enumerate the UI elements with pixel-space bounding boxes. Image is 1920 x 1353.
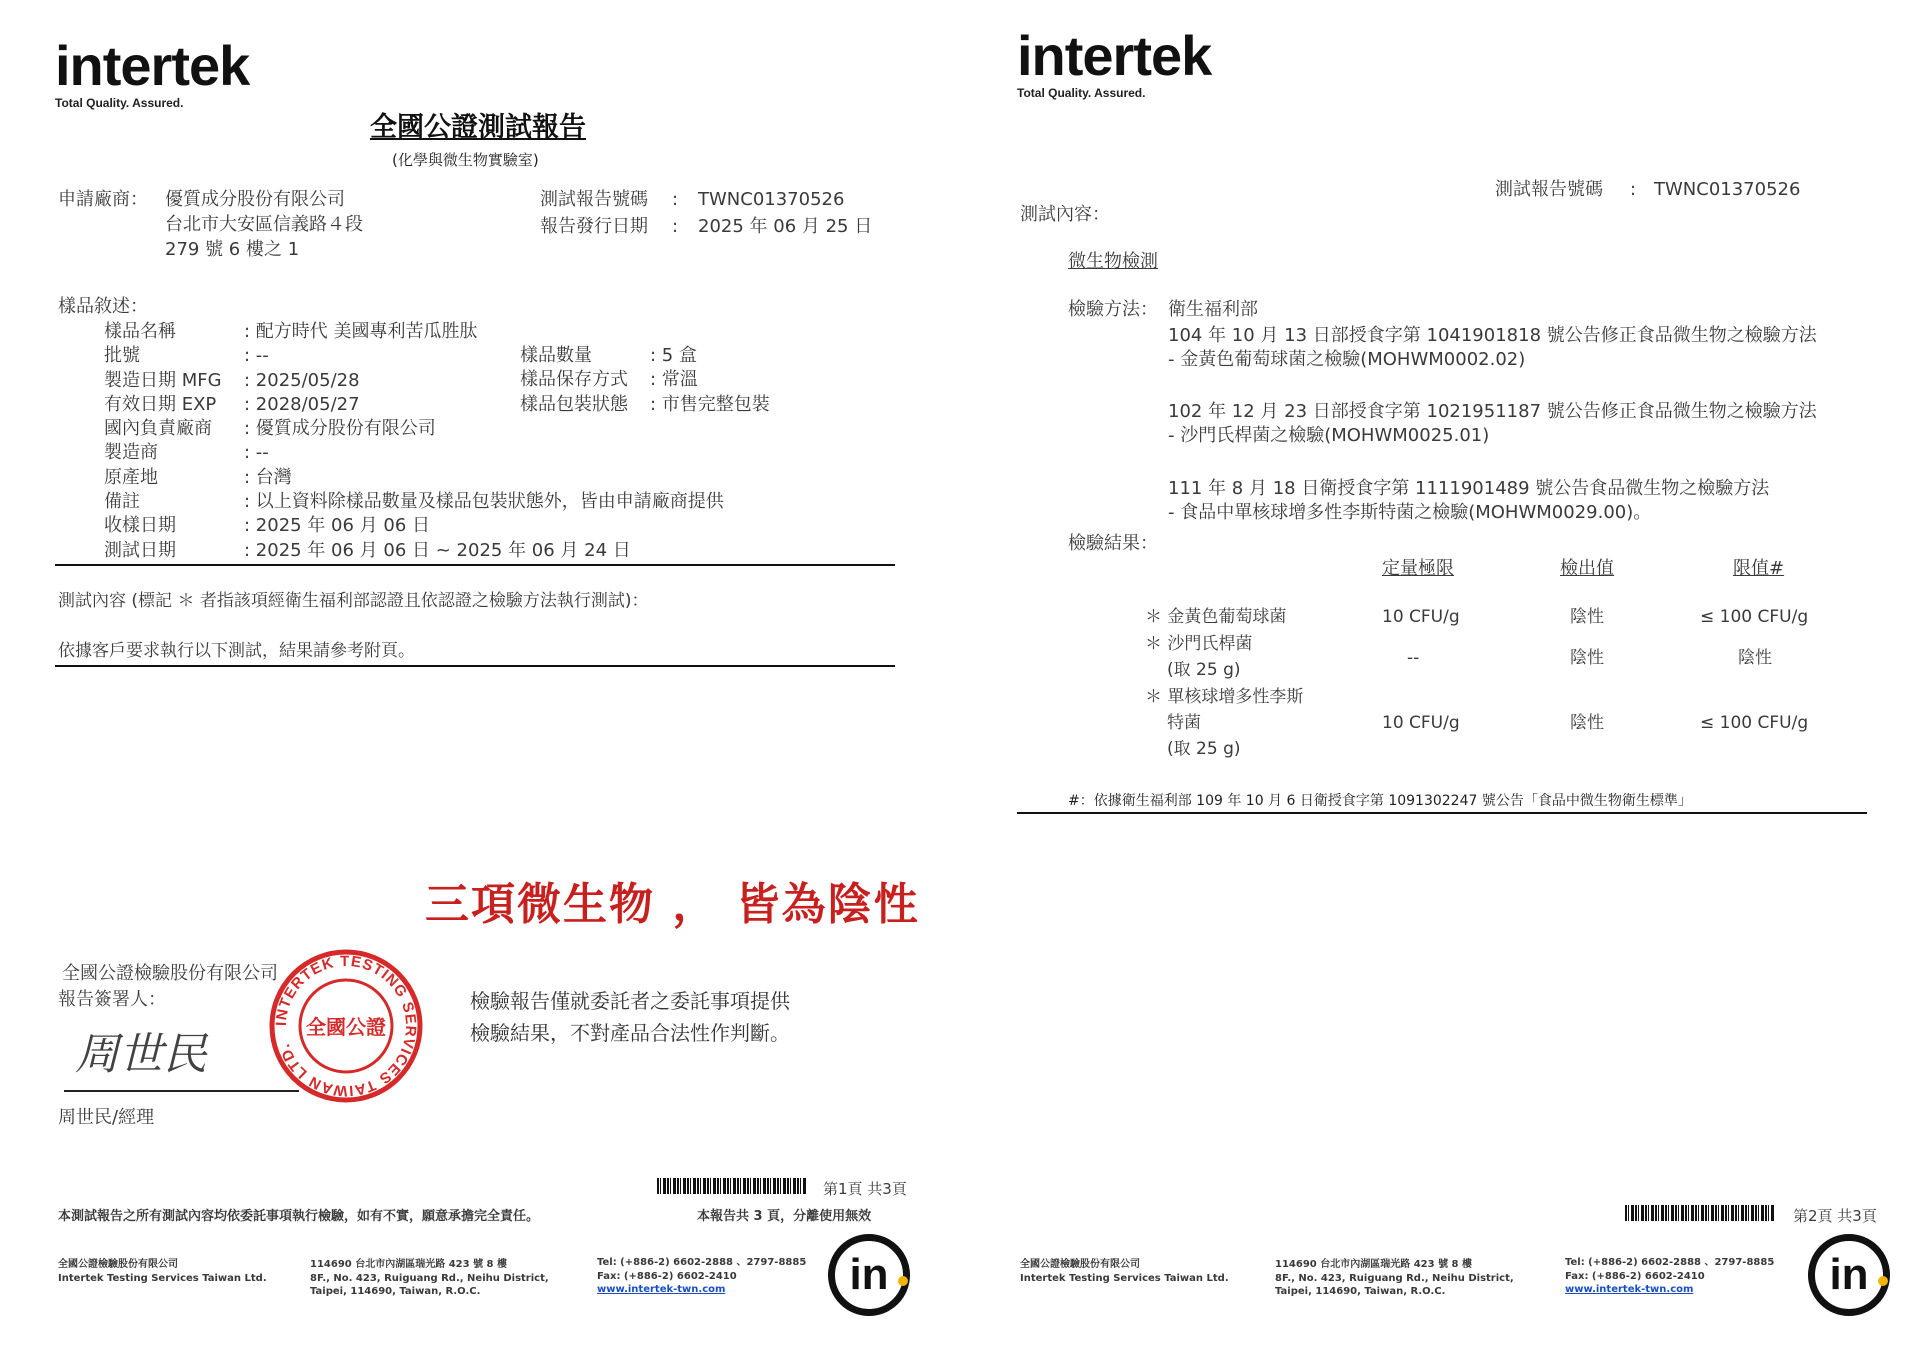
test-instruction: 依據客戶要求執行以下測試，結果請參考附頁。 [58, 641, 415, 661]
footer-tel: Tel: (+886-2) 6602-2888 、2797-8885 [597, 1257, 807, 1268]
seal-graphic [268, 948, 424, 1104]
footer-company-en: Intertek Testing Services Taiwan Ltd. [1020, 1272, 1229, 1284]
row-limit: ≤ 100 CFU/g [1700, 713, 1809, 733]
footer-company-en: Intertek Testing Services Taiwan Ltd. [58, 1272, 267, 1284]
divider [1017, 812, 1867, 814]
footer-address-en-2: Taipei, 114690, Taiwan, R.O.C. [310, 1286, 481, 1297]
handwritten-signature: 周世民 [75, 1029, 207, 1080]
svg-text:全國公證: 全國公證 [306, 1015, 386, 1039]
report-no: TWNC01370526 [698, 189, 845, 210]
sample-field: 製造商 : -- [104, 442, 269, 464]
footer-fax: Fax: (+886-2) 6602-2410 [1565, 1270, 1705, 1282]
row-result: 陰性 [1570, 648, 1604, 668]
header-result: 檢出值 [1560, 558, 1614, 579]
footer-address-en-1: 8F., No. 423, Ruiguang Rd., Neihu District, [310, 1272, 549, 1284]
footer-address-zh: 114690 台北市內湖區瑞光路 423 號 8 樓 [310, 1259, 507, 1270]
applicant-line-2: 台北市大安區信義路４段 [165, 214, 363, 235]
row-limit: ≤ 100 CFU/g [1700, 607, 1809, 627]
sample-field: 測試日期 : 2025 年 06 月 06 日 ~ 2025 年 06 月 24 日 [104, 539, 631, 561]
sample-field: 批號 : -- [104, 345, 269, 367]
sample-side-field: 樣品保存方式 : 常溫 [520, 369, 698, 391]
sample-side-field: 樣品數量 : 5 盒 [520, 345, 697, 366]
footer-website-link[interactable]: www.intertek-twn.com [597, 1284, 726, 1295]
method-source: 衛生福利部 [1168, 299, 1258, 320]
row-limit: 陰性 [1738, 648, 1772, 668]
footer-note-right: 本報告共 3 頁，分離使用無效 [697, 1209, 872, 1224]
footer-note-left: 本測試報告之所有測試內容均依委託事項執行檢驗，如有不實，願意承擔完全責任。 [58, 1209, 540, 1224]
intertek-logo [1017, 24, 1212, 100]
divider [55, 665, 895, 667]
company-seal-stamp [268, 948, 424, 1104]
footer-company-zh: 全國公證檢驗股份有限公司 [58, 1259, 178, 1270]
page-number: 第1頁 共3頁 [823, 1180, 907, 1198]
sample-field: 樣品名稱 : 配方時代 美國專利苦瓜胜肽 [104, 321, 478, 342]
header-loq: 定量極限 [1382, 558, 1454, 579]
sample-side-fields [520, 344, 770, 417]
disclaimer-line-1: 檢驗報告僅就委託者之委託事項提供 [470, 989, 790, 1013]
row-item-cont: 特菌 [1167, 713, 1201, 733]
row-loq: 10 CFU/g [1382, 713, 1460, 733]
sample-field: 收樣日期 : 2025 年 06 月 06 日 [104, 515, 431, 537]
header-limit: 限值# [1733, 558, 1785, 579]
logo-tagline: Total Quality. Assured. [1017, 86, 1146, 100]
method-label: 檢驗方法： [1068, 299, 1158, 320]
section-title: 微生物檢測 [1068, 251, 1158, 272]
content-label: 測試內容： [1020, 204, 1110, 225]
row-item: ＊ 單核球增多性李斯 [1145, 687, 1304, 707]
applicant-line-3: 279 號 6 樓之 1 [165, 239, 300, 260]
sample-field: 國內負責廠商 : 優質成分股份有限公司 [104, 418, 436, 440]
report-no: TWNC01370526 [1654, 179, 1801, 200]
method-entry: 104 年 10 月 13 日部授食字第 1041901818 號公告修正食品微生物之檢驗方法 - 金黃色葡萄球菌之檢驗(MOHWM0002.02) [1168, 325, 1817, 371]
logo-tagline: Total Quality. Assured. [55, 96, 184, 110]
method-entry: 111 年 8 月 18 日衛授食字第 1111901489 號公告食品微生物之檢驗方法 - 食品中單核球增多性李斯特菌之檢驗(MOHWM0029.00)。 [1168, 478, 1770, 524]
intertek-logo [55, 34, 250, 110]
signer-name: 周世民/經理 [58, 1107, 155, 1128]
footer-company [58, 1258, 267, 1285]
signer-label: 報告簽署人： [58, 989, 166, 1010]
footer-address-en-1: 8F., No. 423, Ruiguang Rd., Neihu District, [1275, 1272, 1514, 1284]
row-result: 陰性 [1570, 713, 1604, 733]
footer-address [310, 1258, 549, 1299]
svg-text:INTERTEK TESTING SERVICES TAIW: INTERTEK TESTING SERVICES TAIWAN LTD. [272, 952, 420, 1100]
footer-fax: Fax: (+886-2) 6602-2410 [597, 1270, 737, 1282]
sample-desc-label: 樣品敘述： [58, 296, 148, 317]
row-result: 陰性 [1570, 607, 1604, 627]
report-no-label: 測試報告號碼 [540, 189, 648, 210]
row-item: ＊ 沙門氏桿菌 [1145, 634, 1253, 654]
applicant-line-1: 優質成分股份有限公司 [165, 189, 345, 210]
in-logo-dot [898, 1276, 908, 1286]
sample-field: 製造日期 MFG : 2025/05/28 [104, 369, 360, 391]
in-logo-dot [1878, 1276, 1888, 1286]
in-logo-icon: in [1808, 1234, 1890, 1316]
footer-tel: Tel: (+886-2) 6602-2888 、2797-8885 [1565, 1257, 1775, 1268]
row-item: ＊ 金黃色葡萄球菌 [1145, 607, 1287, 627]
report-subtitle: (化學與微生物實驗室) [392, 151, 539, 169]
logo-wordmark: intertek [55, 34, 250, 97]
logo-wordmark: intertek [1017, 24, 1212, 87]
report-no-label: 測試報告號碼 [1495, 179, 1603, 200]
barcode [1625, 1205, 1775, 1221]
sample-field: 備註 : 以上資料除樣品數量及樣品包裝狀態外，皆由申請廠商提供 [104, 491, 724, 513]
sample-field: 原產地 : 台灣 [104, 466, 292, 488]
divider [55, 564, 895, 566]
sample-side-field: 樣品包裝狀態 : 市售完整包裝 [520, 393, 770, 415]
row-item-note: (取 25 g) [1167, 739, 1241, 759]
footer-company-zh: 全國公證檢驗股份有限公司 [1020, 1259, 1140, 1270]
footer-company [1020, 1258, 1229, 1285]
company-sign: 全國公證檢驗股份有限公司 [62, 963, 278, 984]
row-loq: 10 CFU/g [1382, 607, 1460, 627]
row-item-note: (取 25 g) [1167, 660, 1241, 680]
footer-contact [597, 1256, 806, 1297]
footer-website-link[interactable]: www.intertek-twn.com [1565, 1284, 1694, 1295]
report-title: 全國公證測試報告 [370, 112, 586, 143]
footer-contact [1565, 1256, 1774, 1297]
page-number: 第2頁 共3頁 [1793, 1207, 1877, 1225]
footer-address [1275, 1258, 1514, 1299]
highlight-banner: 三項微生物 ， 皆為陰性 [425, 879, 920, 930]
in-logo-icon: in [828, 1234, 910, 1316]
applicant-label: 申請廠商： [58, 189, 148, 210]
row-loq: -- [1407, 648, 1420, 668]
test-content-note: 測試內容 (標記 ＊ 者指該項經衛生福利部認證且依認證之檢驗方法執行測試)： [58, 591, 649, 611]
issue-date: 2025 年 06 月 25 日 [698, 216, 873, 237]
result-label: 檢驗結果： [1068, 533, 1158, 554]
footnote: #：依據衛生福利部 109 年 10 月 6 日衛授食字第 1091302247 號公告「食品中微生物衛生標準」 [1068, 793, 1692, 809]
method-entry: 102 年 12 月 23 日部授食字第 1021951187 號公告修正食品微生物之檢驗方法 - 沙門氏桿菌之檢驗(MOHWM0025.01) [1168, 401, 1817, 447]
signature-line [64, 1090, 299, 1092]
disclaimer-line-2: 檢驗結果，不對產品合法性作判斷。 [470, 1021, 790, 1045]
barcode [657, 1178, 807, 1194]
issue-date-label: 報告發行日期 [540, 216, 648, 237]
sample-field: 有效日期 EXP : 2028/05/27 [104, 393, 360, 415]
footer-address-en-2: Taipei, 114690, Taiwan, R.O.C. [1275, 1286, 1446, 1297]
footer-address-zh: 114690 台北市內湖區瑞光路 423 號 8 樓 [1275, 1259, 1472, 1270]
